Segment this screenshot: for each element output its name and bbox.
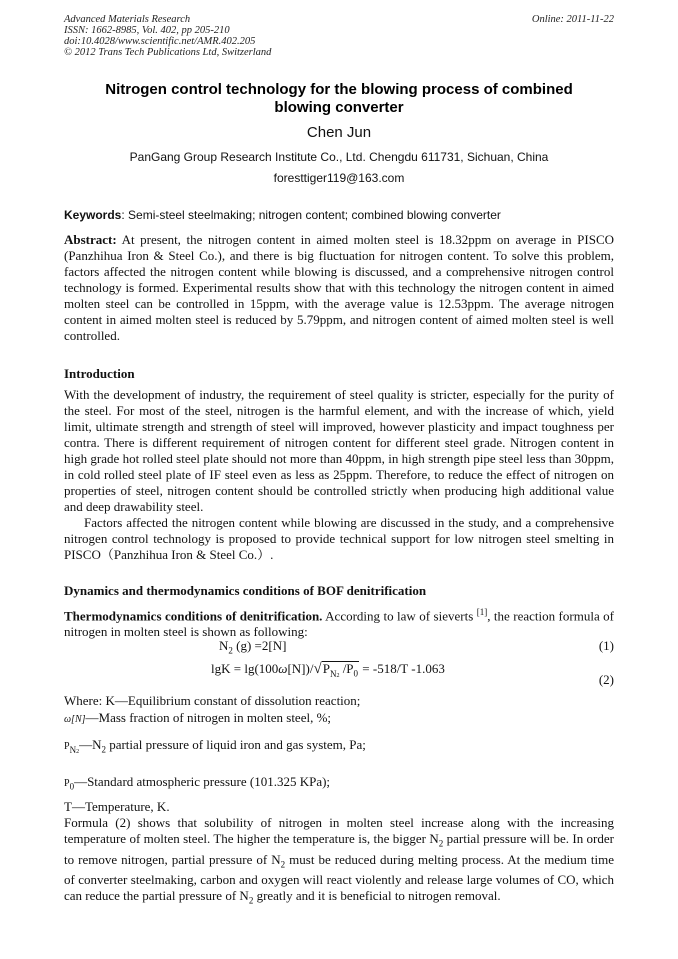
formula-text-a: Formula (2) shows that solubility of nitrogen in molten steel increase along with the increasing temperature of molten steel. The higher the temperature is, the bigger N: [64, 815, 614, 846]
paper-title: [64, 81, 614, 117]
thermo-text-b: , the reaction formula of nitrogen in molten steel is shown as following:: [64, 608, 614, 640]
intro-paragraph-2: Factors affected the nitrogen content while blowing are discussed in the study, and a comprehensive nitrogen control technology is proposed to provide technical support for low nitrogen steel smelting in PISCO（Panzhihua Iron & Steel Co.）.: [64, 515, 614, 562]
intro-paragraph-1: With the development of industry, the requirement of steel quality is stricter, especially for the purity of the steel. For most of the steel, nitrogen is the harmful element, and with the increase of which, yield limit, ultimate strength and strength of steel will improved, however plasticity and impact toughness per contra. There is different requirement of nitrogen content for different steel grade. Nitrogen content in high grade hot rolled steel plate should not more than 40ppm, in high strength pipe steel less than 30ppm, in cold rolled steel plate of IF steel even as less as 25ppm. Therefore, to reduce the effect of nitrogen on properties of steel, nitrogen content should be controlled strictly when producing high additional value and deep drawability steel.: [64, 387, 614, 514]
pn2-def-sub: 2: [101, 744, 106, 755]
journal-name: Advanced Materials Research: [64, 14, 191, 25]
formula-text-c: must be reduced during melting process. At the medium time of converter steelmaking, carbon and oxygen will react violently and release large volumes of CO, which can reduce the partial pressure of N: [64, 851, 614, 904]
eq2-p: P: [322, 661, 330, 676]
def-omega: [64, 710, 624, 728]
omega-definition: —Mass fraction of nitrogen in molten steel, %;: [85, 710, 332, 725]
journal-header: [64, 14, 614, 58]
keywords-label: Keywords: [64, 208, 122, 222]
eq1-rhs: (g) =2[N]: [232, 638, 287, 653]
journal-copyright: © 2012 Trans Tech Publications Ltd, Switzerland: [64, 47, 272, 58]
p0-definition: —Standard atmospheric pressure (101.325 KPa);: [74, 774, 331, 789]
formula-sub-1: 2: [438, 838, 444, 849]
thermo-label: Thermodynamics conditions of denitrification.: [64, 608, 323, 624]
equation-2-number: (2): [598, 672, 614, 687]
author-email: foresttiger119@163.com: [273, 171, 405, 185]
formula-sub-2: 2: [280, 859, 286, 870]
sqrt-radicand: [322, 661, 359, 683]
def-k: Where: K—Equilibrium constant of dissolution reaction;: [64, 693, 361, 708]
formula-text-b: partial pressure will be. In order to remove nitrogen, partial pressure of N: [64, 831, 614, 867]
author-affiliation: PanGang Group Research Institute Co., Ltd. Chengdu 611731, Sichuan, China: [129, 150, 549, 164]
formula-paragraph: [64, 815, 614, 909]
abstract: [64, 232, 614, 344]
eq2-c-sub: 0: [353, 668, 359, 679]
keywords-text: : Semi-steel steelmaking; nitrogen content; combined blowing converter: [121, 208, 501, 222]
p0-symbol: P: [64, 778, 70, 789]
p0-symbol-sub: 0: [69, 781, 75, 792]
eq2-part-c: /P: [339, 661, 354, 676]
eq2-part-b: [N])/: [287, 661, 314, 676]
def-t: T—Temperature, K.: [64, 799, 170, 814]
eq2-part-d: = -518/T -1.063: [359, 661, 445, 676]
thermo-paragraph: [64, 604, 614, 640]
abstract-label: Abstract:: [64, 232, 117, 247]
journal-doi: doi:10.4028/www.scientific.net/AMR.402.205: [64, 36, 256, 47]
title-line-1: Nitrogen control technology for the blowing process of combined: [105, 81, 573, 98]
pn2-symbol-subsub: 2: [76, 748, 80, 755]
journal-issn: ISSN: 1662-8985, Vol. 402, pp 205-210: [64, 25, 230, 36]
intro-heading: Introduction: [64, 366, 135, 381]
eq2-omega: ω: [278, 661, 288, 676]
reference-1: [1]: [476, 607, 488, 617]
formula-sub-3: 2: [248, 895, 254, 906]
equation-1: [219, 638, 286, 659]
pn2-symbol-sub: N: [69, 744, 77, 755]
title-line-2: blowing converter: [274, 99, 404, 116]
sqrt-symbol: √: [313, 661, 322, 677]
eq2-part-a: lgK = lg(100: [211, 661, 279, 676]
abstract-text: At present, the nitrogen content in aimed molten steel is 18.32ppm on average in PISCO (Panzhihua Iron & Steel Co.), and there is big fluctuation for nitrogen content. To solve this problem, factors affected the nitrogen content while blowing is discussed, and a comprehensive nitrogen control technology is formed. Experimental results show that with this technology the nitrogen content in aimed molten steel can be controlled in 15ppm, with the average value is 12.53ppm. The average nitrogen content in aimed molten steel is reduced by 5.79ppm, and nitrogen content of aimed molten steel is well controlled.: [64, 232, 614, 343]
eq1-lhs-sub: 2: [228, 645, 233, 656]
pn2-def-a: —N: [79, 737, 102, 752]
eq2-p-sub: N: [329, 668, 337, 679]
equation-1-number: (1): [598, 638, 614, 653]
formula-text-d: greatly and it is beneficial to nitrogen removal.: [253, 888, 501, 904]
author-name: Chen Jun: [306, 124, 372, 141]
eq1-lhs: N: [219, 638, 229, 653]
keywords: [64, 208, 624, 222]
online-date: Online: 2011-11-22: [531, 14, 614, 25]
def-p0: [64, 774, 624, 795]
eq2-p-subsub: 2: [336, 672, 340, 679]
pn2-def-b: partial pressure of liquid iron and gas system, Pa;: [105, 737, 366, 752]
dynamics-heading: Dynamics and thermodynamics conditions of BOF denitrification: [64, 583, 427, 598]
omega-symbol: ω[N]: [64, 714, 86, 725]
equation-2: [211, 661, 445, 683]
def-pn2: [64, 737, 624, 760]
pn2-symbol: P: [64, 741, 70, 752]
thermo-text-a: According to law of sieverts: [322, 608, 477, 624]
